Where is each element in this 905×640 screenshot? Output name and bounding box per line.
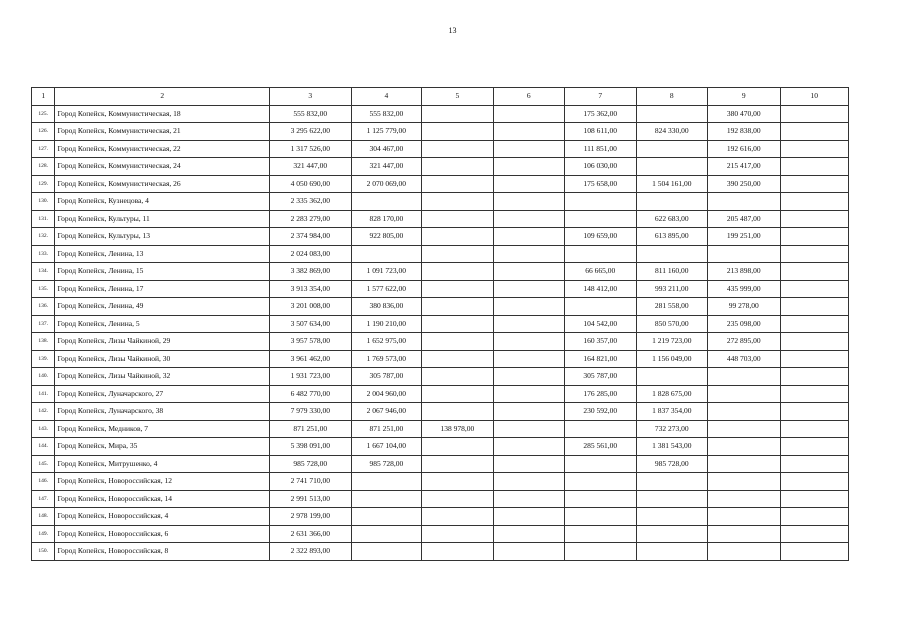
value-cell: 2 283 279,00 <box>269 210 351 228</box>
value-cell <box>493 315 564 333</box>
value-cell <box>493 473 564 491</box>
value-cell <box>493 543 564 561</box>
column-header: 9 <box>708 88 781 106</box>
value-cell: 213 898,00 <box>708 263 781 281</box>
value-cell: 205 487,00 <box>708 210 781 228</box>
address-cell: Город Копейск, Новороссийская, 8 <box>55 543 269 561</box>
value-cell: 305 787,00 <box>565 368 636 386</box>
value-cell: 2 991 513,00 <box>269 490 351 508</box>
row-number-cell: 139. <box>32 350 55 368</box>
value-cell: 1 931 723,00 <box>269 368 351 386</box>
value-cell <box>422 298 493 316</box>
table-row <box>32 315 849 333</box>
value-cell <box>422 105 493 123</box>
value-cell <box>565 525 636 543</box>
value-cell: 109 659,00 <box>565 228 636 246</box>
value-cell <box>493 105 564 123</box>
value-cell: 148 412,00 <box>565 280 636 298</box>
value-cell <box>422 438 493 456</box>
value-cell: 215 417,00 <box>708 158 781 176</box>
row-number-cell: 143. <box>32 420 55 438</box>
value-cell <box>493 175 564 193</box>
value-cell <box>780 455 848 473</box>
value-cell <box>351 193 421 211</box>
value-cell: 6 482 770,00 <box>269 385 351 403</box>
row-number-cell: 133. <box>32 245 55 263</box>
value-cell: 272 895,00 <box>708 333 781 351</box>
value-cell <box>636 543 707 561</box>
table-row <box>32 455 849 473</box>
table-row <box>32 333 849 351</box>
address-cell: Город Копейск, Культуры, 13 <box>55 228 269 246</box>
value-cell <box>780 298 848 316</box>
table-row <box>32 193 849 211</box>
table-row <box>32 210 849 228</box>
value-cell: 2 374 984,00 <box>269 228 351 246</box>
value-cell <box>493 350 564 368</box>
table-row <box>32 473 849 491</box>
value-cell: 321 447,00 <box>351 158 421 176</box>
value-cell <box>493 245 564 263</box>
value-cell: 1 828 675,00 <box>636 385 707 403</box>
value-cell: 1 667 104,00 <box>351 438 421 456</box>
table-row <box>32 543 849 561</box>
value-cell <box>780 490 848 508</box>
table-row <box>32 508 849 526</box>
value-cell: 192 616,00 <box>708 140 781 158</box>
address-cell: Город Копейск, Лизы Чайкиной, 32 <box>55 368 269 386</box>
value-cell <box>493 455 564 473</box>
row-number-cell: 136. <box>32 298 55 316</box>
value-cell <box>493 368 564 386</box>
value-cell <box>780 350 848 368</box>
value-cell: 380 836,00 <box>351 298 421 316</box>
value-cell: 871 251,00 <box>269 420 351 438</box>
address-cell: Город Копейск, Коммунистическая, 26 <box>55 175 269 193</box>
value-cell: 66 665,00 <box>565 263 636 281</box>
value-cell: 3 201 008,00 <box>269 298 351 316</box>
value-cell: 811 160,00 <box>636 263 707 281</box>
value-cell: 1 190 210,00 <box>351 315 421 333</box>
value-cell <box>708 508 781 526</box>
value-cell <box>493 263 564 281</box>
column-header: 7 <box>565 88 636 106</box>
row-number-cell: 126. <box>32 123 55 141</box>
address-cell: Город Копейск, Новороссийская, 14 <box>55 490 269 508</box>
value-cell: 2 024 083,00 <box>269 245 351 263</box>
row-number-cell: 130. <box>32 193 55 211</box>
row-number-cell: 129. <box>32 175 55 193</box>
value-cell: 2 335 362,00 <box>269 193 351 211</box>
address-cell: Город Копейск, Коммунистическая, 21 <box>55 123 269 141</box>
value-cell: 111 851,00 <box>565 140 636 158</box>
value-cell <box>493 403 564 421</box>
column-header: 10 <box>780 88 848 106</box>
value-cell: 1 091 723,00 <box>351 263 421 281</box>
value-cell <box>422 123 493 141</box>
value-cell: 390 250,00 <box>708 175 781 193</box>
address-cell: Город Копейск, Новороссийская, 6 <box>55 525 269 543</box>
value-cell: 1 125 779,00 <box>351 123 421 141</box>
value-cell: 3 507 634,00 <box>269 315 351 333</box>
value-cell: 230 592,00 <box>565 403 636 421</box>
value-cell: 3 295 622,00 <box>269 123 351 141</box>
value-cell <box>422 175 493 193</box>
row-number-cell: 142. <box>32 403 55 421</box>
value-cell <box>422 368 493 386</box>
value-cell: 871 251,00 <box>351 420 421 438</box>
value-cell <box>780 123 848 141</box>
value-cell <box>422 280 493 298</box>
value-cell <box>422 193 493 211</box>
value-cell: 380 470,00 <box>708 105 781 123</box>
column-header: 6 <box>493 88 564 106</box>
value-cell <box>780 280 848 298</box>
value-cell <box>351 245 421 263</box>
table-row <box>32 298 849 316</box>
header-row <box>32 88 849 106</box>
value-cell: 235 098,00 <box>708 315 781 333</box>
value-cell <box>565 193 636 211</box>
row-number-cell: 137. <box>32 315 55 333</box>
value-cell <box>780 158 848 176</box>
value-cell <box>780 525 848 543</box>
value-cell <box>708 490 781 508</box>
value-cell: 985 728,00 <box>636 455 707 473</box>
table-row <box>32 263 849 281</box>
value-cell: 555 832,00 <box>351 105 421 123</box>
value-cell <box>493 525 564 543</box>
value-cell <box>636 368 707 386</box>
address-cell: Город Копейск, Лизы Чайкиной, 30 <box>55 350 269 368</box>
value-cell <box>493 333 564 351</box>
value-cell <box>780 105 848 123</box>
value-cell <box>493 438 564 456</box>
value-cell: 1 381 543,00 <box>636 438 707 456</box>
value-cell <box>422 245 493 263</box>
address-cell: Город Копейск, Кузнецова, 4 <box>55 193 269 211</box>
column-header: 2 <box>55 88 269 106</box>
value-cell: 555 832,00 <box>269 105 351 123</box>
value-cell <box>708 438 781 456</box>
value-cell <box>708 385 781 403</box>
value-cell <box>422 140 493 158</box>
value-cell <box>636 473 707 491</box>
address-cell: Город Копейск, Ленина, 5 <box>55 315 269 333</box>
row-number-cell: 148. <box>32 508 55 526</box>
value-cell: 175 362,00 <box>565 105 636 123</box>
value-cell <box>422 315 493 333</box>
row-number-cell: 135. <box>32 280 55 298</box>
value-cell <box>493 420 564 438</box>
table-row <box>32 420 849 438</box>
value-cell <box>708 245 781 263</box>
value-cell: 2 067 946,00 <box>351 403 421 421</box>
table-row <box>32 525 849 543</box>
value-cell: 922 805,00 <box>351 228 421 246</box>
value-cell: 435 999,00 <box>708 280 781 298</box>
column-header: 3 <box>269 88 351 106</box>
row-number-cell: 149. <box>32 525 55 543</box>
value-cell <box>780 508 848 526</box>
value-cell <box>708 473 781 491</box>
column-header: 5 <box>422 88 493 106</box>
value-cell <box>780 420 848 438</box>
table-row <box>32 368 849 386</box>
table-row <box>32 105 849 123</box>
value-cell: 1 156 049,00 <box>636 350 707 368</box>
address-cell: Город Копейск, Мира, 35 <box>55 438 269 456</box>
value-cell <box>422 158 493 176</box>
value-cell: 2 322 893,00 <box>269 543 351 561</box>
value-cell <box>351 525 421 543</box>
value-cell: 321 447,00 <box>269 158 351 176</box>
value-cell <box>780 333 848 351</box>
table-row <box>32 228 849 246</box>
value-cell <box>780 438 848 456</box>
value-cell: 3 961 462,00 <box>269 350 351 368</box>
value-cell: 448 703,00 <box>708 350 781 368</box>
value-cell: 138 978,00 <box>422 420 493 438</box>
value-cell: 192 838,00 <box>708 123 781 141</box>
value-cell: 3 382 869,00 <box>269 263 351 281</box>
value-cell <box>708 543 781 561</box>
value-cell: 176 285,00 <box>565 385 636 403</box>
value-cell: 285 561,00 <box>565 438 636 456</box>
address-cell: Город Копейск, Ленина, 13 <box>55 245 269 263</box>
value-cell <box>493 158 564 176</box>
value-cell: 2 070 069,00 <box>351 175 421 193</box>
data-table <box>31 87 849 561</box>
value-cell: 281 558,00 <box>636 298 707 316</box>
value-cell <box>493 490 564 508</box>
value-cell: 4 050 690,00 <box>269 175 351 193</box>
value-cell <box>780 245 848 263</box>
value-cell <box>422 210 493 228</box>
value-cell <box>780 385 848 403</box>
row-number-cell: 146. <box>32 473 55 491</box>
table-row <box>32 123 849 141</box>
value-cell <box>708 525 781 543</box>
value-cell: 7 979 330,00 <box>269 403 351 421</box>
address-cell: Город Копейск, Коммунистическая, 18 <box>55 105 269 123</box>
value-cell <box>565 420 636 438</box>
value-cell: 622 683,00 <box>636 210 707 228</box>
value-cell: 613 895,00 <box>636 228 707 246</box>
value-cell: 3 957 578,00 <box>269 333 351 351</box>
address-cell: Город Копейск, Новороссийская, 4 <box>55 508 269 526</box>
row-number-cell: 132. <box>32 228 55 246</box>
value-cell: 164 821,00 <box>565 350 636 368</box>
value-cell: 108 611,00 <box>565 123 636 141</box>
value-cell: 1 652 975,00 <box>351 333 421 351</box>
value-cell <box>636 525 707 543</box>
value-cell <box>780 228 848 246</box>
table-row <box>32 280 849 298</box>
row-number-cell: 150. <box>32 543 55 561</box>
value-cell <box>636 105 707 123</box>
column-header: 4 <box>351 88 421 106</box>
table-row <box>32 245 849 263</box>
address-cell: Город Копейск, Медников, 7 <box>55 420 269 438</box>
column-header: 8 <box>636 88 707 106</box>
value-cell <box>493 193 564 211</box>
value-cell <box>422 508 493 526</box>
value-cell <box>780 403 848 421</box>
value-cell <box>636 508 707 526</box>
table-row <box>32 175 849 193</box>
table-row <box>32 490 849 508</box>
value-cell <box>708 193 781 211</box>
value-cell: 199 251,00 <box>708 228 781 246</box>
value-cell <box>422 403 493 421</box>
value-cell <box>422 490 493 508</box>
value-cell <box>636 158 707 176</box>
address-cell: Город Копейск, Луначарского, 38 <box>55 403 269 421</box>
value-cell <box>422 228 493 246</box>
row-number-cell: 140. <box>32 368 55 386</box>
value-cell <box>636 490 707 508</box>
value-cell <box>780 368 848 386</box>
value-cell <box>493 140 564 158</box>
value-cell <box>565 473 636 491</box>
value-cell <box>422 333 493 351</box>
row-number-cell: 138. <box>32 333 55 351</box>
value-cell <box>422 455 493 473</box>
value-cell: 2 004 960,00 <box>351 385 421 403</box>
value-cell <box>351 543 421 561</box>
value-cell: 993 211,00 <box>636 280 707 298</box>
address-cell: Город Копейск, Культуры, 11 <box>55 210 269 228</box>
value-cell <box>493 280 564 298</box>
value-cell: 5 398 091,00 <box>269 438 351 456</box>
value-cell <box>565 508 636 526</box>
value-cell <box>351 490 421 508</box>
value-cell <box>636 193 707 211</box>
value-cell <box>708 403 781 421</box>
table-row <box>32 403 849 421</box>
row-number-cell: 144. <box>32 438 55 456</box>
address-cell: Город Копейск, Коммунистическая, 22 <box>55 140 269 158</box>
value-cell <box>780 193 848 211</box>
row-number-cell: 147. <box>32 490 55 508</box>
value-cell: 99 278,00 <box>708 298 781 316</box>
value-cell: 175 658,00 <box>565 175 636 193</box>
value-cell <box>422 525 493 543</box>
value-cell <box>565 210 636 228</box>
table-row <box>32 350 849 368</box>
value-cell: 828 170,00 <box>351 210 421 228</box>
value-cell <box>565 455 636 473</box>
row-number-cell: 134. <box>32 263 55 281</box>
value-cell <box>565 298 636 316</box>
value-cell: 1 504 161,00 <box>636 175 707 193</box>
value-cell <box>780 473 848 491</box>
row-number-cell: 131. <box>32 210 55 228</box>
value-cell <box>636 140 707 158</box>
value-cell <box>351 473 421 491</box>
value-cell <box>780 543 848 561</box>
address-cell: Город Копейск, Лизы Чайкиной, 29 <box>55 333 269 351</box>
value-cell: 1 769 573,00 <box>351 350 421 368</box>
value-cell: 1 577 622,00 <box>351 280 421 298</box>
address-cell: Город Копейск, Митрушенко, 4 <box>55 455 269 473</box>
value-cell <box>493 508 564 526</box>
value-cell <box>493 228 564 246</box>
value-cell <box>708 420 781 438</box>
value-cell <box>708 455 781 473</box>
value-cell: 1 219 723,00 <box>636 333 707 351</box>
value-cell: 104 542,00 <box>565 315 636 333</box>
table-row <box>32 385 849 403</box>
value-cell <box>493 210 564 228</box>
value-cell: 160 357,00 <box>565 333 636 351</box>
value-cell: 304 467,00 <box>351 140 421 158</box>
value-cell <box>351 508 421 526</box>
address-cell: Город Копейск, Ленина, 49 <box>55 298 269 316</box>
value-cell <box>493 123 564 141</box>
row-number-cell: 127. <box>32 140 55 158</box>
value-cell: 850 570,00 <box>636 315 707 333</box>
row-number-cell: 125. <box>32 105 55 123</box>
value-cell <box>565 245 636 263</box>
row-number-cell: 128. <box>32 158 55 176</box>
value-cell <box>780 263 848 281</box>
value-cell: 732 273,00 <box>636 420 707 438</box>
row-number-cell: 145. <box>32 455 55 473</box>
value-cell <box>422 385 493 403</box>
value-cell: 2 741 710,00 <box>269 473 351 491</box>
value-cell: 985 728,00 <box>351 455 421 473</box>
value-cell <box>422 543 493 561</box>
value-cell: 2 631 366,00 <box>269 525 351 543</box>
value-cell <box>636 245 707 263</box>
value-cell <box>565 543 636 561</box>
value-cell: 1 837 354,00 <box>636 403 707 421</box>
value-cell: 305 787,00 <box>351 368 421 386</box>
value-cell: 985 728,00 <box>269 455 351 473</box>
value-cell <box>780 140 848 158</box>
page-number: 13 <box>448 26 457 35</box>
address-cell: Город Копейск, Ленина, 15 <box>55 263 269 281</box>
value-cell <box>708 368 781 386</box>
address-cell: Город Копейск, Коммунистическая, 24 <box>55 158 269 176</box>
row-number-cell: 141. <box>32 385 55 403</box>
value-cell <box>493 298 564 316</box>
value-cell: 824 330,00 <box>636 123 707 141</box>
value-cell <box>780 315 848 333</box>
value-cell <box>565 490 636 508</box>
value-cell <box>780 175 848 193</box>
value-cell <box>493 385 564 403</box>
address-cell: Город Копейск, Новороссийская, 12 <box>55 473 269 491</box>
value-cell: 2 978 199,00 <box>269 508 351 526</box>
value-cell: 1 317 526,00 <box>269 140 351 158</box>
value-cell <box>780 210 848 228</box>
address-cell: Город Копейск, Луначарского, 27 <box>55 385 269 403</box>
table-row <box>32 438 849 456</box>
table-row <box>32 158 849 176</box>
table-row <box>32 140 849 158</box>
column-header: 1 <box>32 88 55 106</box>
value-cell: 106 030,00 <box>565 158 636 176</box>
value-cell: 3 913 354,00 <box>269 280 351 298</box>
value-cell <box>422 473 493 491</box>
value-cell <box>422 350 493 368</box>
address-cell: Город Копейск, Ленина, 17 <box>55 280 269 298</box>
value-cell <box>422 263 493 281</box>
